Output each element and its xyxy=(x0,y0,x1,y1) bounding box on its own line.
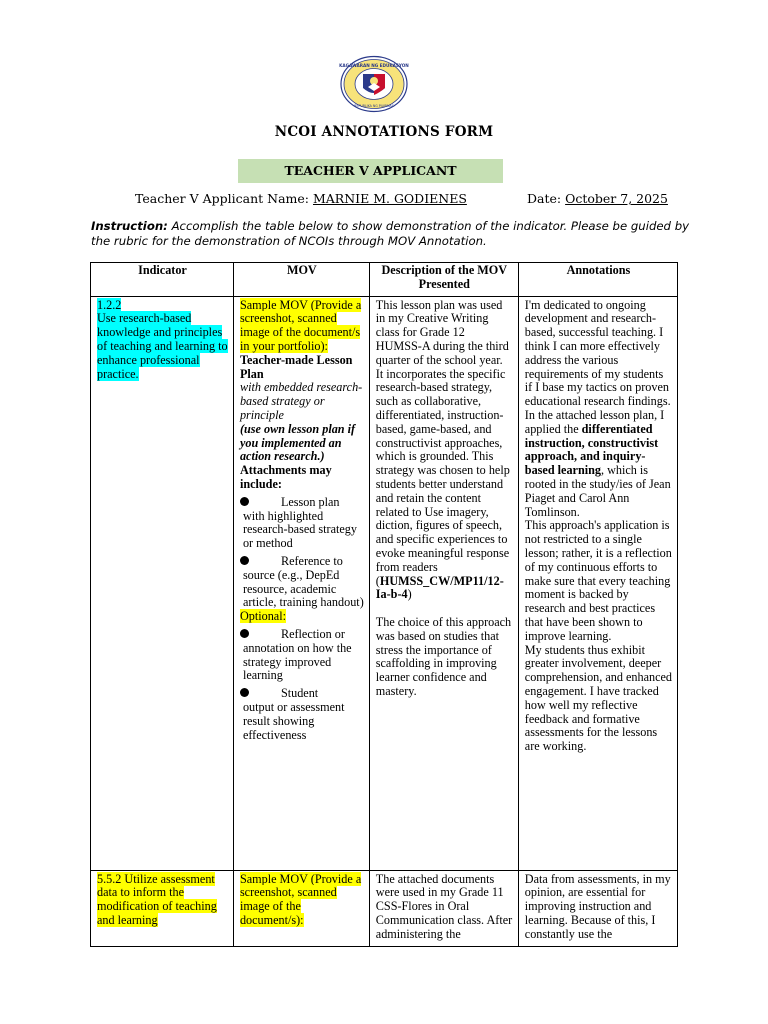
mov-title: Teacher-made Lesson Plan xyxy=(239,352,353,381)
list-item: Lesson plan with highlighted research-based strategy or method xyxy=(240,496,364,551)
list-item: Student output or assessment result showing effectiveness xyxy=(240,687,364,742)
mov-cell xyxy=(233,870,369,946)
annotation-paragraph: This approach's application is not restricted to a single lesson; rather, it is a reflection of my continuous efforts to make sure that every teaching moment is backed by research and best practices that have been shown to improve learning. xyxy=(524,518,672,643)
mov-optional: Optional: xyxy=(239,609,286,624)
instruction-label: Instruction: xyxy=(91,219,168,233)
description-paragraph: The attached documents were used in my Grade 11 CSS-Flores in Oral Communication class. After administering the xyxy=(375,871,513,941)
description-paragraph: The choice of this approach was based on studies that stress the importance of scaffolding in improving learner confidence and mastery. xyxy=(375,614,512,698)
bullet-icon xyxy=(240,629,249,638)
indicator-text: 5.5.2 Utilize assessment data to inform the modification of teaching and learning xyxy=(97,871,217,927)
date-value: October 7, 2025 xyxy=(565,191,668,206)
header-annotations: Annotations xyxy=(518,263,677,297)
bullet-icon xyxy=(240,688,249,697)
annotation-paragraph: I'm dedicated to ongoing development and research-based, successful teaching. I think I can more effectively address the various requirements of my students if I base my tactics on proven educational research findings. xyxy=(524,297,671,409)
seal-subtext: REPUBLIKA NG PILIPINAS xyxy=(354,104,394,108)
mov-italic: with embedded research-based strategy or principle xyxy=(239,380,363,422)
mov-sample: Sample MOV (Provide a screenshot, scanned image of the document/s): xyxy=(239,871,362,927)
description-cell xyxy=(369,870,518,946)
annotations-table xyxy=(90,262,678,947)
form-title: NCOI ANNOTATIONS FORM xyxy=(274,124,494,140)
header-indicator: Indicator xyxy=(91,263,234,297)
role-banner: TEACHER V APPLICANT xyxy=(238,159,503,183)
table-row xyxy=(91,870,678,946)
seal-text: KAGAWARAN NG EDUKASYON xyxy=(339,63,409,68)
indicator-code: 1.2.2 xyxy=(97,297,122,312)
indicator-cell xyxy=(91,296,234,870)
bullet-icon xyxy=(240,497,249,506)
applicant-name: MARNIE M. GODIENES xyxy=(312,191,467,206)
competency-code: HUMSS_CW/MP11/12-Ia-b-4 xyxy=(375,573,504,602)
mov-sample: Sample MOV (Provide a screenshot, scanned image of the document/s in your portfolio): xyxy=(239,297,362,353)
annotations-cell xyxy=(518,296,677,870)
annotation-paragraph: My students thus exhibit greater involvement, deeper comprehension, and enhanced engagement. I have tracked how well my reflective feedback and formative assessments for the lessons are working. xyxy=(524,642,673,754)
bullet-icon xyxy=(240,556,249,565)
applicant-line xyxy=(135,191,467,206)
deped-seal-logo xyxy=(339,55,409,113)
mov-cell xyxy=(233,296,369,870)
mov-bold-italic: (use own lesson plan if you implemented an action research.) xyxy=(239,421,356,464)
mov-attachments: Attachments may include: xyxy=(239,463,332,491)
instruction-text: Accomplish the table below to show demonstration of the indicator. Please be guided by the rubric for the demonstration of NCOIs through MOV Annotation. xyxy=(91,219,690,248)
header-description: Description of the MOV Presented xyxy=(369,263,518,297)
list-item: Reflection or annotation on how the strategy improved learning xyxy=(240,628,364,683)
indicator-text: Use research-based knowledge and principles of teaching and learning to enhance professional practice. xyxy=(97,311,228,381)
annotations-cell xyxy=(518,870,677,946)
indicator-cell xyxy=(91,870,234,946)
annotation-paragraph: Data from assessments, in my opinion, are essential for improving instruction and learning. Because of this, I constantly use the xyxy=(524,871,671,941)
list-item: Reference to source (e.g., DepEd resource, academic article, training handout) xyxy=(240,555,364,610)
instruction xyxy=(91,219,691,248)
table-row xyxy=(91,296,678,870)
applicant-label: Teacher V Applicant Name: xyxy=(135,191,309,206)
annotation-paragraph: In the attached lesson plan, I applied the differentiated instruction, constructivist approach, and inquiry-based learning, which is rooted in the study/ies of Jean Piaget and Carol Ann Tomlinson. xyxy=(524,407,671,519)
header-mov: MOV xyxy=(233,263,369,297)
description-paragraph: This lesson plan was used in my Creative Writing class for Grade 12 HUMSS-A during the third quarter of the school year. It incorporates the specific research-based strategy, such as collaborative, differentiated, instruction-based, game-based, and constructivist approaches, which is grounded. This strategy was chosen to help students better understand and retain the content related to Use imagery, diction, figures of speech, and specific experiences to evoke meaningful response from readers ( xyxy=(375,297,510,588)
description-cell: This lesson plan was used in my Creative Writing class for Grade 12 HUMSS-A during the third quarter of the school year. It incorporates the specific research-based strategy, such as collaborative, differentiated, instruction-based, game-based, and constructivist approaches, which is grounded. This strategy was chosen to help students better understand and retain the content related to Use imagery, diction, figures of speech, and specific experiences to evoke meaningful response from readers (HUMSS_CW/MP11/12-Ia-b-4) The choice of this approach was based on studies that stress the importance of scaffolding in improving learner confidence and mastery. xyxy=(369,296,518,870)
table-header-row xyxy=(91,263,678,297)
date-line xyxy=(527,191,668,206)
date-label: Date: xyxy=(527,191,562,206)
